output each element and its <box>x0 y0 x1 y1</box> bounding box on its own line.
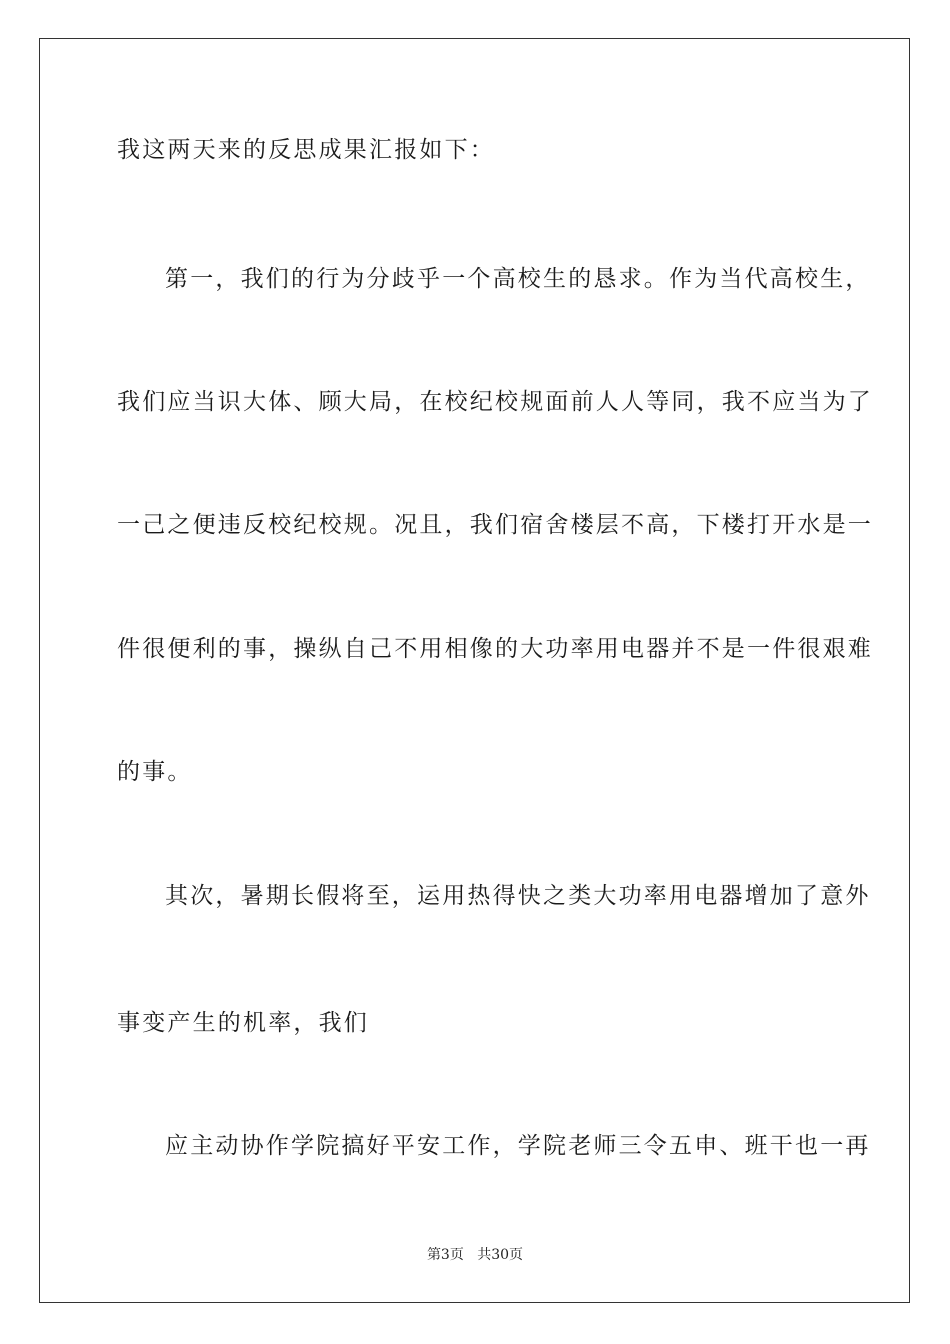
text-line: 我这两天来的反思成果汇报如下： <box>117 137 495 163</box>
page-number: 第3页 <box>426 1247 464 1263</box>
paragraph-first-line: 应主动协作学院搞好平安工作，学院老师三令五申、班干也一再 <box>165 1133 871 1159</box>
text-line: 一己之便违反校纪校规。况且，我们宿舍楼层不高，下楼打开水是一 <box>117 512 873 538</box>
page-footer <box>0 1246 950 1264</box>
text-line: 我们应当识大体、顾大局，在校纪校规面前人人等同，我不应当为了 <box>117 389 873 415</box>
page-total: 共30页 <box>477 1247 524 1263</box>
text-line: 的事。 <box>117 759 193 785</box>
paragraph-first-line: 其次，暑期长假将至，运用热得快之类大功率用电器增加了意外 <box>165 883 871 909</box>
text-line: 件很便利的事，操纵自己不用相像的大功率用电器并不是一件很艰难 <box>117 636 873 662</box>
paragraph-first-line: 第一，我们的行为分歧乎一个高校生的恳求。作为当代高校生， <box>165 266 871 292</box>
page-border <box>39 38 910 1303</box>
text-line: 事变产生的机率，我们 <box>117 1010 369 1036</box>
